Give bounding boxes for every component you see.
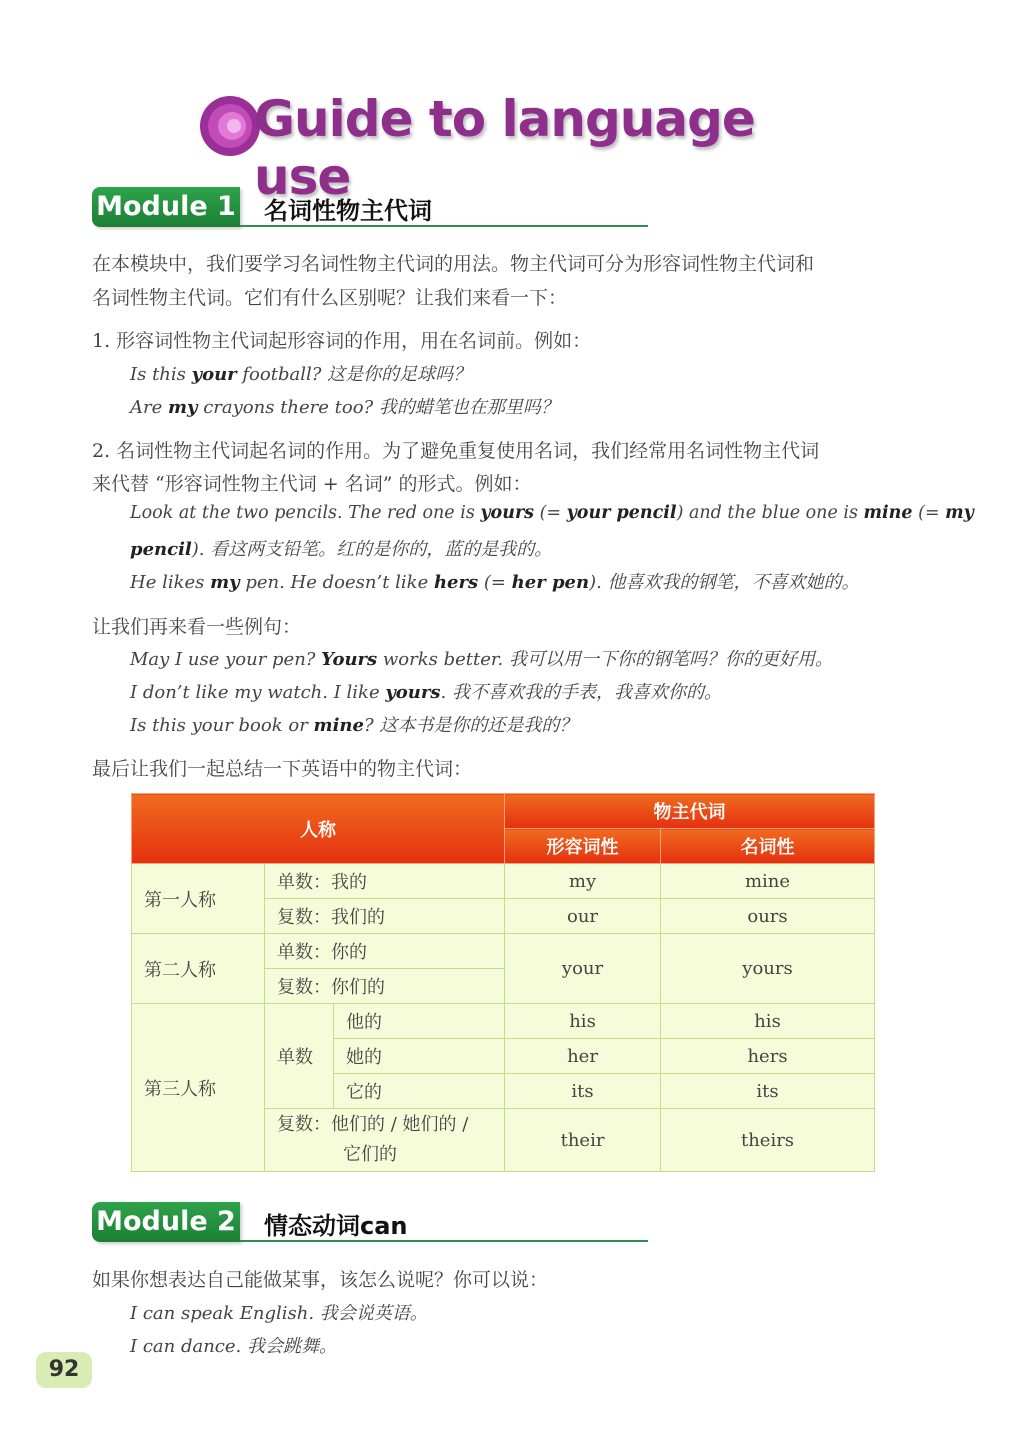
module2-example-1: I can speak English. 我会说英语。 [130, 1303, 428, 1324]
cell: its [661, 1074, 875, 1109]
cell: hers [661, 1039, 875, 1074]
cell: 单数：你的 [265, 934, 505, 969]
header-person: 人称 [132, 794, 505, 864]
cell: ours [661, 899, 875, 934]
table-row [132, 934, 875, 969]
second-person-label: 第二人称 [132, 934, 265, 1004]
cell: his [661, 1004, 875, 1039]
table-row [132, 1004, 875, 1039]
cell: 他的 [334, 1004, 505, 1039]
table-row [132, 864, 875, 899]
example-3-line-1: Look at the two pencils. The red one is yours (= your pencil) and the blue one is mine (= my [130, 503, 974, 523]
intro-line-1: 在本模块中，我们要学习名词性物主代词的用法。物主代词可分为形容词性物主代词和 [92, 253, 815, 275]
module2-header [92, 1202, 648, 1244]
page-number: 92 [36, 1352, 92, 1388]
module2-example-2: I can dance. 我会跳舞。 [130, 1336, 337, 1357]
point-2-line-2: 来代替 “形容词性物主代词 + 名词” 的形式。例如： [92, 473, 532, 495]
cell: our [505, 899, 661, 934]
cell: 复数：我们的 [265, 899, 505, 934]
cell: theirs [661, 1109, 875, 1172]
cell: their [505, 1109, 661, 1172]
more-examples-text: 让我们再来看一些例句： [92, 616, 302, 638]
summary-text: 最后让我们一起总结一下英语中的物主代词： [92, 758, 473, 780]
first-person-label: 第一人称 [132, 864, 265, 934]
module2-badge: Module 2 [92, 1202, 240, 1242]
module2-underline [240, 1240, 648, 1242]
module2-heading: 情态动词can [264, 1212, 408, 1240]
module2-intro: 如果你想表达自己能做某事，该怎么说呢？你可以说： [92, 1269, 549, 1291]
cell: 复数：你们的 [265, 969, 505, 1004]
cell: 单数：我的 [265, 864, 505, 899]
module1-underline [240, 225, 648, 227]
example-4: He likes my pen. He doesn’t like hers (= her pen). 他喜欢我的钢笔，不喜欢她的。 [130, 572, 860, 593]
example-2: Are my crayons there too? 我的蜡笔也在那里吗？ [130, 397, 559, 418]
cell: its [505, 1074, 661, 1109]
cell: her [505, 1039, 661, 1074]
cell: my [505, 864, 661, 899]
point-1: 1. 形容词性物主代词起形容词的作用，用在名词前。例如： [92, 330, 592, 352]
singular-label: 单数 [265, 1004, 334, 1109]
cell: 她的 [334, 1039, 505, 1074]
example-5: May I use your pen? Yours works better. 我可以用一下你的钢笔吗？你的更好用。 [130, 649, 833, 670]
page-title [196, 88, 836, 206]
example-3-line-2: pencil). 看这两支铅笔。红的是你的，蓝的是我的。 [130, 539, 553, 560]
module1-badge: Module 1 [92, 187, 240, 227]
example-6: I don’t like my watch. I like yours. 我不喜欢我的手表，我喜欢你的。 [130, 682, 722, 703]
module1-header [92, 187, 648, 229]
header-possessive: 物主代词 [505, 794, 875, 829]
cell: yours [661, 934, 875, 1004]
cell: mine [661, 864, 875, 899]
cell: 复数：他们的 / 她们的 / 它们的 [265, 1109, 505, 1172]
header-adjective: 形容词性 [505, 829, 661, 864]
header-noun: 名词性 [661, 829, 875, 864]
module1-heading: 名词性物主代词 [264, 197, 432, 225]
pronoun-table [131, 793, 875, 1172]
third-person-label: 第三人称 [132, 1004, 265, 1172]
title-text: Guide to language use [254, 90, 755, 206]
cell: your [505, 934, 661, 1004]
cell: 它的 [334, 1074, 505, 1109]
cell: his [505, 1004, 661, 1039]
example-1: Is this your football? 这是你的足球吗？ [130, 364, 472, 385]
example-7: Is this your book or mine? 这本书是你的还是我的？ [130, 715, 578, 736]
intro-line-2: 名词性物主代词。它们有什么区别呢？让我们来看一下： [92, 287, 568, 309]
point-2-line-1: 2. 名词性物主代词起名词的作用。为了避免重复使用名词，我们经常用名词性物主代词 [92, 440, 820, 462]
